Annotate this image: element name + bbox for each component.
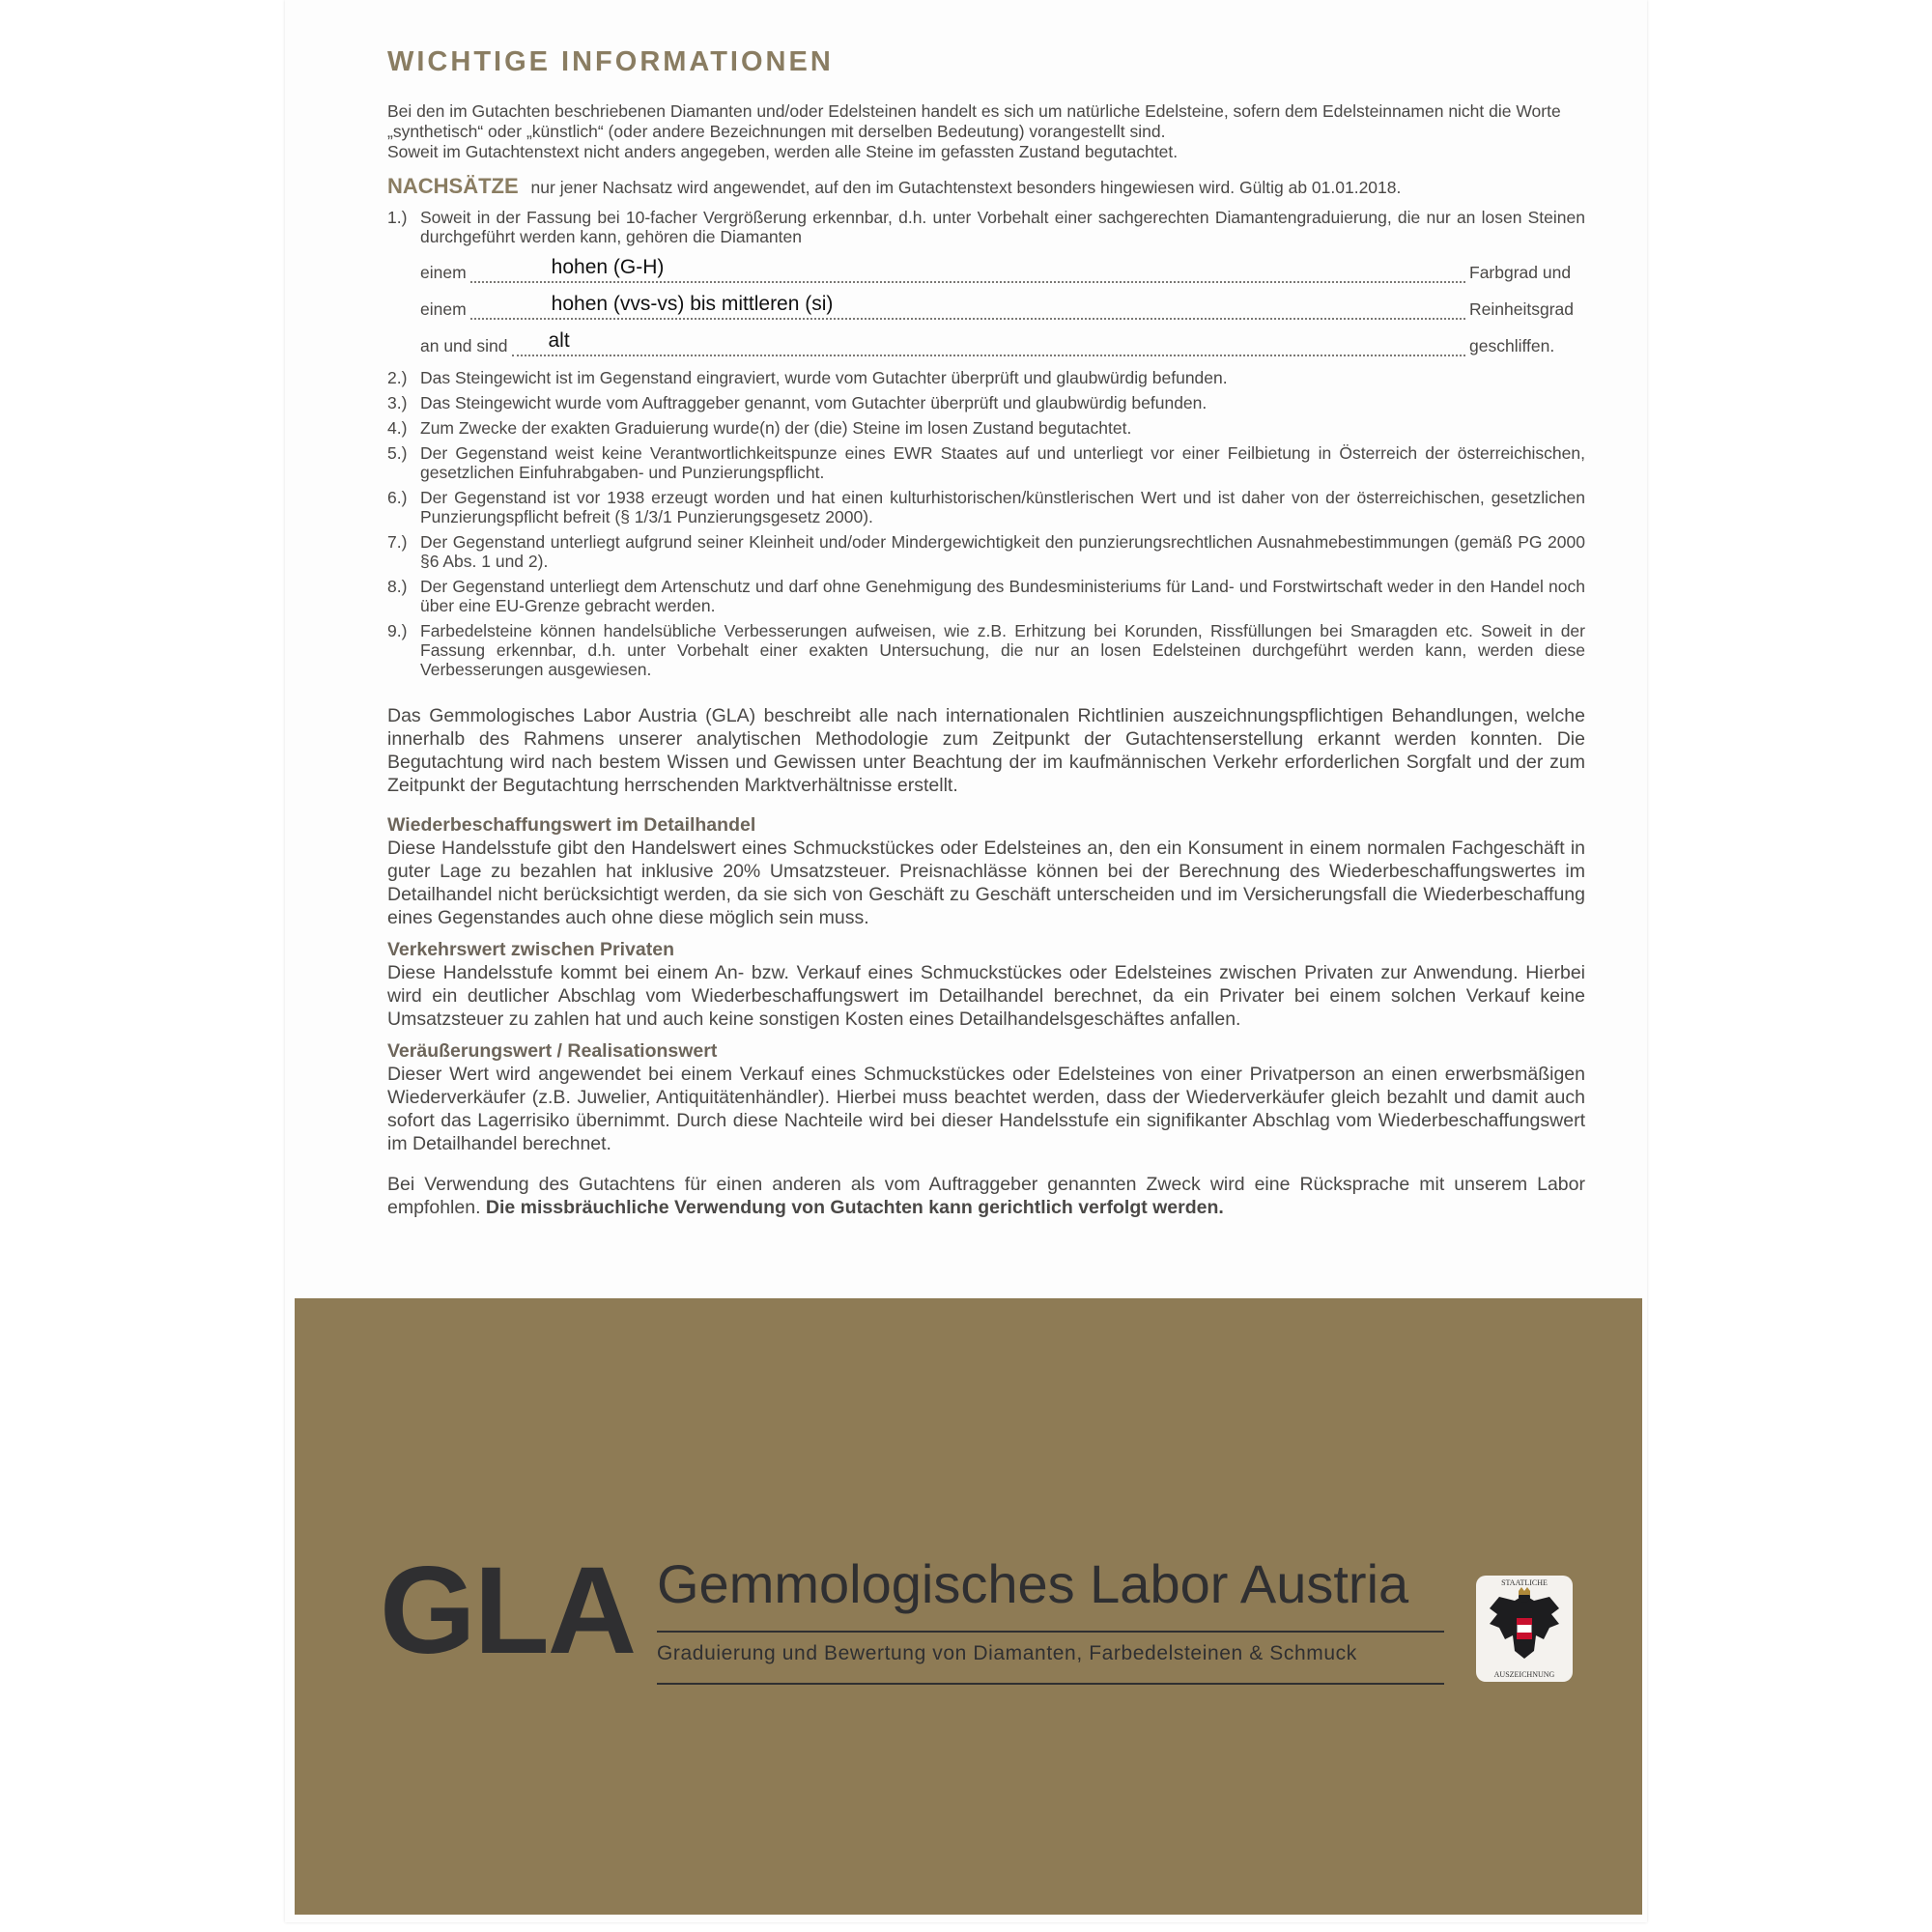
closing-warning: Die missbräuchliche Verwendung von Gutachten kann gerichtlich verfolgt werden. [485,1197,1224,1218]
footer-band [295,1298,1642,1915]
item-number: 7.) [387,532,408,552]
document-content [387,46,1585,1219]
fill-suffix: Reinheitsgrad [1469,299,1574,319]
nachsaetze-subtitle: nur jener Nachsatz wird angewendet, auf den im Gutachtenstext besonders hingewiesen wird. Gültig ab 01.01.2018. [530,178,1402,197]
section-text-replacement-value: Diese Handelsstufe gibt den Handelswert eines Schmuckstückes oder Edelsteines an, den ein Konsument in einem normalen Fachgeschäft in guter Lage zu bezahlen hat inklusive 20% Umsatzsteuer. Preisnachlässe können bei der Berechnung des Wiederbeschaffungswertes im Detailhandel nicht berücksichtigt werden, da sie sich von Geschäft zu Geschäft unterscheiden und im Versicherungsfall die Wiederbeschaffung eines Gegenstandes auch ohne diese möglich sein muss. [387,838,1585,928]
fill-prefix: einem [420,299,467,319]
item-text: Soweit in der Fassung bei 10-facher Vergrößerung erkennbar, d.h. unter Vorbehalt einer sachgerechten Diamantengraduierung, die nur an losen Steinen durchgeführt werden kann, gehören die Diamanten [420,208,1585,246]
item-number: 8.) [387,577,408,596]
section-heading-realisation-value: Veräußerungswert / Realisationswert [387,1040,718,1062]
item-number: 6.) [387,488,408,507]
cut-value: alt [548,329,570,352]
item-text: Der Gegenstand unterliegt aufgrund seiner Kleinheit und/oder Mindergewichtigkeit den punzierungsrechtlichen Ausnahmebestimmungen (gemäß PG 2000 §6 Abs. 1 und 2). [420,532,1585,571]
fill-row-clarity-grade [387,295,1585,320]
clarity-grade-value: hohen (vvs-vs) bis mittleren (si) [551,293,834,315]
section-text-market-value: Diese Handelsstufe kommt bei einem An- bzw. Verkauf eines Schmuckstückes oder Edelsteines zwischen Privaten zur Anwendung. Hierbei wird ein deutlicher Abschlag vom Wiederbeschaffungswert im Detailhandel berechnet, da ein Privater bei einem solchen Verkauf keine Umsatzsteuer zu zahlen hat und auch keine sonstigen Kosten eines Detailhandelsgeschäftes anfallen. [387,962,1585,1030]
section-heading-market-value: Verkehrswert zwischen Privaten [387,939,674,960]
item-text: Das Steingewicht ist im Gegenstand eingraviert, wurde vom Gutachter überprüft und glaubwürdig befunden. [420,368,1228,387]
nachsatz-item-9 [387,621,1585,679]
nachsaetze-heading: NACHSÄTZE [387,174,519,198]
closing-paragraph [387,1173,1585,1219]
item-number: 3.) [387,393,408,412]
fill-row-color-grade [387,258,1585,283]
austrian-eagle-icon [1476,1576,1573,1682]
item-text: Der Gegenstand ist vor 1938 erzeugt worden und hat einen kulturhistorischen/künstlerischen Wert und ist daher von der österreichischen, gesetzlichen Punzierungspflicht befreit (§ 1/3/1 Punzierungsgesetz 2000). [420,488,1585,526]
item-text: Der Gegenstand weist keine Verantwortlichkeitspunze eines EWR Staates auf und unterliegt vor einer Feilbietung in Österreich der österreichischen, gesetzlichen Einfuhrabgaben- und Punzierungspflicht. [420,443,1585,482]
intro-line-2: Soweit im Gutachtenstext nicht anders angegeben, werden alle Steine im gefassten Zustand begutachtet. [387,142,1179,161]
section-heading-replacement-value: Wiederbeschaffungswert im Detailhandel [387,814,756,836]
section-text-realisation-value: Dieser Wert wird angewendet bei einem Verkauf eines Schmuckstückes oder Edelsteines von einer Privatperson an einen erwerbsmäßigen Wiederverkäufer (z.B. Juwelier, Antiquitätenhändler). Hierbei muss beachtet werden, dass der Wiederverkäufer gleich bezahlt und damit auch sofort das Lagerrisiko übernimmt. Durch diese Nachteile wird bei dieser Handelsstufe ein signifikanter Abschlag vom Wiederbeschaffungswert im Detailhandel berechnet. [387,1064,1585,1154]
divider [657,1631,1444,1633]
nachsatz-item-1 [387,208,1585,246]
fill-row-cut [387,331,1585,356]
nachsatz-item-7 [387,532,1585,571]
item-text: Zum Zwecke der exakten Graduierung wurde(n) der (die) Steine im losen Zustand begutachtet. [420,418,1132,438]
seal-bottom-text: AUSZEICHNUNG [1493,1670,1555,1679]
intro-line-1: Bei den im Gutachten beschriebenen Diamanten und/oder Edelsteinen handelt es sich um natürliche Edelsteine, sofern dem Edelsteinnamen nicht die Worte „synthetisch“ oder „künstlich“ (oder andere Bezeichnungen mit derselben Bedeutung) vorangestellt sind. [387,101,1561,141]
fill-line [470,256,1465,283]
page-title: WICHTIGE INFORMATIONEN [387,46,834,77]
nachsatz-item-5 [387,443,1585,482]
item-text: Farbedelsteine können handelsübliche Verbesserungen aufweisen, wie z.B. Erhitzung bei Korunden, Rissfüllungen bei Smaragden etc. Soweit in der Fassung erkennbar, d.h. unter Vorbehalt einer exakten Untersuchung, die nur an losen Edelsteinen durchgeführt werden kann, werden diese Verbesserungen ausgewiesen. [420,621,1585,679]
fill-line [470,293,1465,320]
fill-prefix: einem [420,263,467,282]
state-award-seal [1476,1576,1573,1682]
fill-line [512,329,1466,356]
gla-paragraph: Das Gemmologisches Labor Austria (GLA) beschreibt alle nach internationalen Richtlinien auszeichnungspflichtigen Behandlungen, welche innerhalb des Rahmens unserer analytischen Methodologie zum Zeitpunkt der Gutachtenserstellung erkannt werden konnten. Die Begutachtung wird nach bestem Wissen und Gewissen unter Beachtung der im kaufmännischen Verkehr erforderlichen Sorgfalt und der zum Zeitpunkt der Begutachtung herrschenden Marktverhältnisse erstellt. [387,705,1585,796]
fill-prefix: an und sind [420,336,508,355]
seal-top-text: STAATLICHE [1501,1578,1548,1587]
item-text: Der Gegenstand unterliegt dem Artenschutz und darf ohne Genehmigung des Bundesministeriums für Land- und Forstwirtschaft weder in den Handel noch über eine EU-Grenze gebracht werden. [420,577,1585,615]
fill-suffix: geschliffen. [1469,336,1555,355]
lab-name: Gemmologisches Labor Austria [657,1553,1409,1614]
nachsaetze-header [387,176,1585,198]
nachsatz-item-2 [387,368,1585,387]
divider [657,1683,1444,1685]
color-grade-value: hohen (G-H) [551,256,665,278]
item-number: 4.) [387,418,408,438]
item-number: 2.) [387,368,408,387]
lab-tagline: Graduierung und Bewertung von Diamanten, Farbedelsteinen & Schmuck [657,1642,1357,1664]
item-number: 5.) [387,443,408,463]
nachsatz-item-6 [387,488,1585,526]
nachsatz-item-8 [387,577,1585,615]
item-number: 1.) [387,208,408,227]
item-number: 9.) [387,621,408,640]
closing-text: Bei Verwendung des Gutachtens für einen anderen als vom Auftraggeber genannten Zweck wird eine Rücksprache mit unserem Labor empfohlen. [387,1174,1585,1218]
gla-logo: GLA [380,1542,636,1680]
nachsatz-item-3 [387,393,1585,412]
item-text: Das Steingewicht wurde vom Auftraggeber genannt, vom Gutachter überprüft und glaubwürdig befunden. [420,393,1208,412]
nachsatz-item-4 [387,418,1585,438]
fill-suffix: Farbgrad und [1469,263,1572,282]
